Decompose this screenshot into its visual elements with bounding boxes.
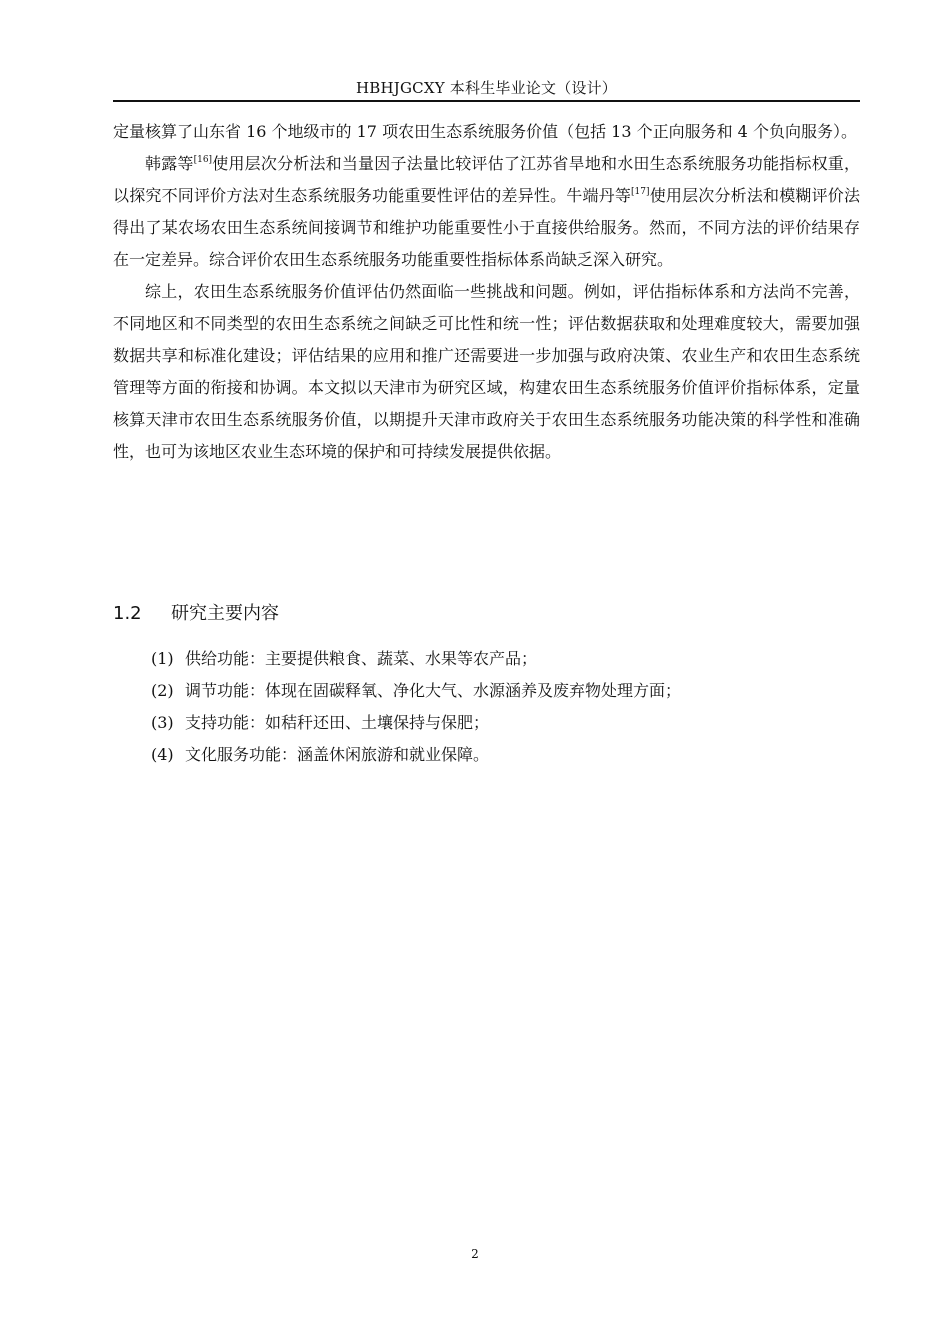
list-text: 供给功能：主要提供粮食、蔬菜、水果等农产品； (185, 649, 538, 668)
list-text: 文化服务功能：涵盖休闲旅游和就业保障。 (185, 745, 490, 764)
section-number: 1.2 (113, 603, 142, 624)
paragraph-text: 使用层次分析法和模糊评价法得出了某农场农田生态系统间接调节和维护功能重要性小于直接供给服务。然而，不同方法的评价结果存在一定差异。综合评价农田生态系统服务功能重要性指标体系尚缺乏深入研究。 (113, 186, 860, 269)
body-text (113, 116, 860, 468)
function-list (151, 643, 860, 771)
paragraph-methods (113, 148, 860, 276)
paragraph-summary: 综上，农田生态系统服务价值评估仍然面临一些挑战和问题。例如，评估指标体系和方法尚不完善，不同地区和不同类型的农田生态系统之间缺乏可比性和统一性；评估数据获取和处理难度较大，需要加强数据共享和标准化建设；评估结果的应用和推广还需要进一步加强与政府决策、农业生产和农田生态系统管理等方面的衔接和协调。本文拟以天津市为研究区域，构建农田生态系统服务价值评价指标体系，定量核算天津市农田生态系统服务价值，以期提升天津市政府关于农田生态系统服务功能决策的科学性和准确性，也可为该地区农业生态环境的保护和可持续发展提供依据。 (113, 282, 860, 461)
running-header: HBHJGCXY 本科生毕业论文（设计） (355, 79, 617, 97)
list-number: (1) (151, 649, 174, 668)
list-number: (2) (151, 681, 174, 700)
list-number: (4) (151, 745, 174, 764)
section-title: 研究主要内容 (171, 603, 279, 624)
list-number: (3) (151, 713, 174, 732)
citation-ref: [17] (631, 187, 650, 197)
list-item (151, 707, 860, 739)
paragraph-text: 使用层次分析法和当量因子法量比较评估了江苏省旱地和水田生态系统服务功能指标权重，以探究不同评价方法对生态系统服务功能重要性评估的差异性。牛端丹等 (113, 154, 860, 205)
paragraph-text: 韩露等 (145, 154, 194, 173)
section-heading (113, 602, 279, 626)
citation-ref: [16] (193, 155, 213, 165)
list-item (151, 675, 860, 707)
header-rule (113, 100, 860, 102)
page-number: 2 (471, 1247, 479, 1261)
list-item (151, 643, 860, 675)
paragraph-continued: 定量核算了山东省 16 个地级市的 17 项农田生态系统服务价值（包括 13 个正向服务和 4 个负向服务）。 (113, 122, 857, 141)
list-text: 支持功能：如秸秆还田、土壤保持与保肥； (185, 713, 490, 732)
list-item (151, 739, 860, 771)
list-text: 调节功能：体现在固碳释氧、净化大气、水源涵养及废弃物处理方面； (185, 681, 682, 700)
